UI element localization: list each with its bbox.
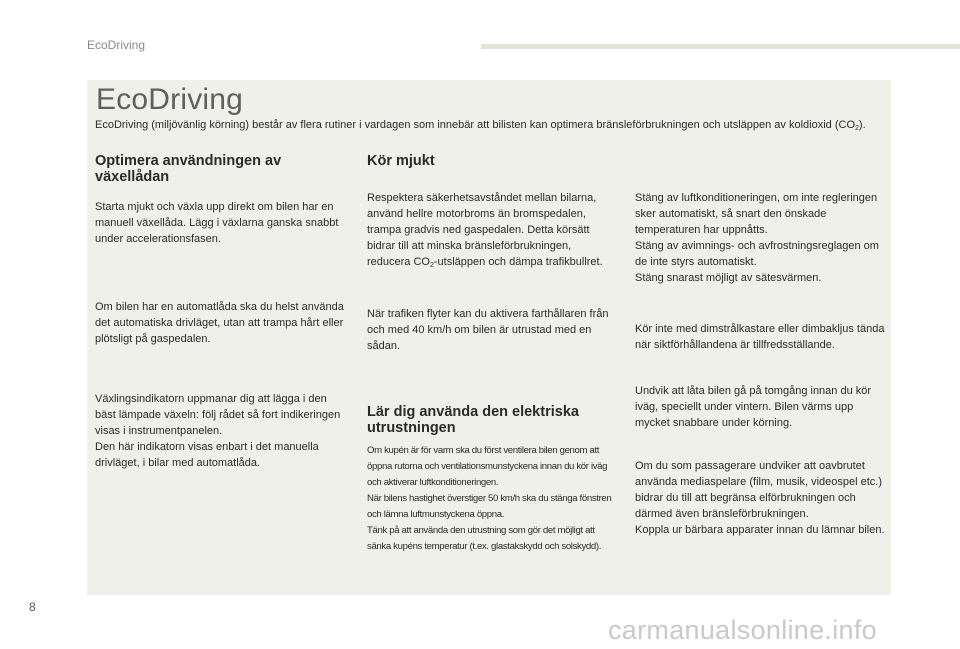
gearbox-paragraph-3 [95,391,347,471]
intro-paragraph [95,117,875,133]
electrical-equipment-paragraph [367,443,619,555]
drive-smoothly-paragraph-2: När trafiken flyter kan du aktivera farthållaren från och med 40 km/h om bilen är utrustad med en sådan. [367,308,609,352]
climate-line-b: Stäng av avimnings- och avfrostningsreglagen om de inte styrs automatiskt. [635,240,879,268]
fog-lights-paragraph: Kör inte med dimstrålkastare eller dimbakljus tända när siktförhållandena är tillfredsställande. [635,323,885,351]
idling-paragraph: Undvik att låta bilen gå på tomgång innan du kör iväg, speciellt under vintern. Bilen värms upp mycket snabbare under körning. [635,385,872,429]
page-title: EcoDriving [96,83,244,116]
page-number: 8 [29,600,36,614]
heading-drive-smoothly: Kör mjukt [367,153,435,169]
gearbox-paragraph-2: Om bilen har en automatlåda ska du helst använda det automatiska drivläget, utan att trampa hårt eller plötsligt på gaspedalen. [95,301,344,345]
drive-smoothly-text-end: -utsläppen och dämpa trafikbullret. [433,256,603,268]
media-paragraph [635,458,885,538]
heading-gearbox: Optimera användningen av växellådan [95,153,282,185]
climate-line-a: Stäng av luftkonditioneringen, om inte regleringen sker automatiskt, så snart den önskade temperaturen har uppnåtts. [635,192,878,236]
section-label: EcoDriving [87,38,146,52]
gearbox-paragraph-3-line-a: Växlingsindikatorn uppmanar dig att lägga i den bäst lämpade växeln: följ rådet så fort indikeringen visas i instrumentpanelen. [95,393,341,437]
intro-text: EcoDriving (miljövänlig körning) består av flera rutiner i vardagen som innebär att bilisten kan optimera bränsleförbrukningen och utsläppen av koldioxid (CO [95,119,855,131]
climate-line-c: Stäng snarast möjligt av sätesvärmen. [635,272,822,284]
media-line-b: Koppla ur bärbara apparater innan du lämnar bilen. [635,524,885,536]
electrical-equipment-line-b: När bilens hastighet överstiger 50 km/h ska du stänga fönstren och lämna luftmunstyckena öppna. [367,493,612,520]
electrical-equipment-line-a: Om kupén är för varm ska du först ventilera bilen genom att öppna rutorna och ventilationsmunstyckena innan du kör iväg och aktiverar luftkonditioneringen. [367,445,608,488]
intro-text-end: ). [858,119,866,131]
watermark: carmanualsonline.info [608,615,877,645]
gearbox-paragraph-1: Starta mjukt och växla upp direkt om bilen har en manuell växellåda. Lägg i växlarna ganska snabbt under accelerationsfasen. [95,201,339,245]
intro-subscript: 2 [855,125,859,132]
heading-electrical-equipment: Lär dig använda den elektriska utrustningen [367,404,579,436]
drive-smoothly-subscript: 2 [429,262,434,269]
drive-smoothly-text: Respektera säkerhetsavståndet mellan bilarna, använd hellre motorbroms än bromspedalen, trampa gradvis ned gaspedalen. Detta körsätt bidrar till att minska bränsleförbrukningen, reducera CO [367,192,597,268]
drive-smoothly-paragraph-1 [367,190,617,270]
media-line-a: Om du som passagerare undviker att oavbrutet använda mediaspelare (film, musik, videospel etc.) bidrar du till att begränsa elförbrukningen och därmed även bränsleförbrukningen. [635,460,883,520]
gearbox-paragraph-3-line-b: Den här indikatorn visas enbart i det manuella drivläget, i bilar med automatlåda. [95,441,319,469]
header-rule [481,44,960,49]
electrical-equipment-line-c: Tänk på att använda den utrustning som gör det möjligt att sänka kupéns temperatur (t.ex. glastakskydd och solskydd). [367,525,602,552]
climate-paragraph [635,190,885,286]
